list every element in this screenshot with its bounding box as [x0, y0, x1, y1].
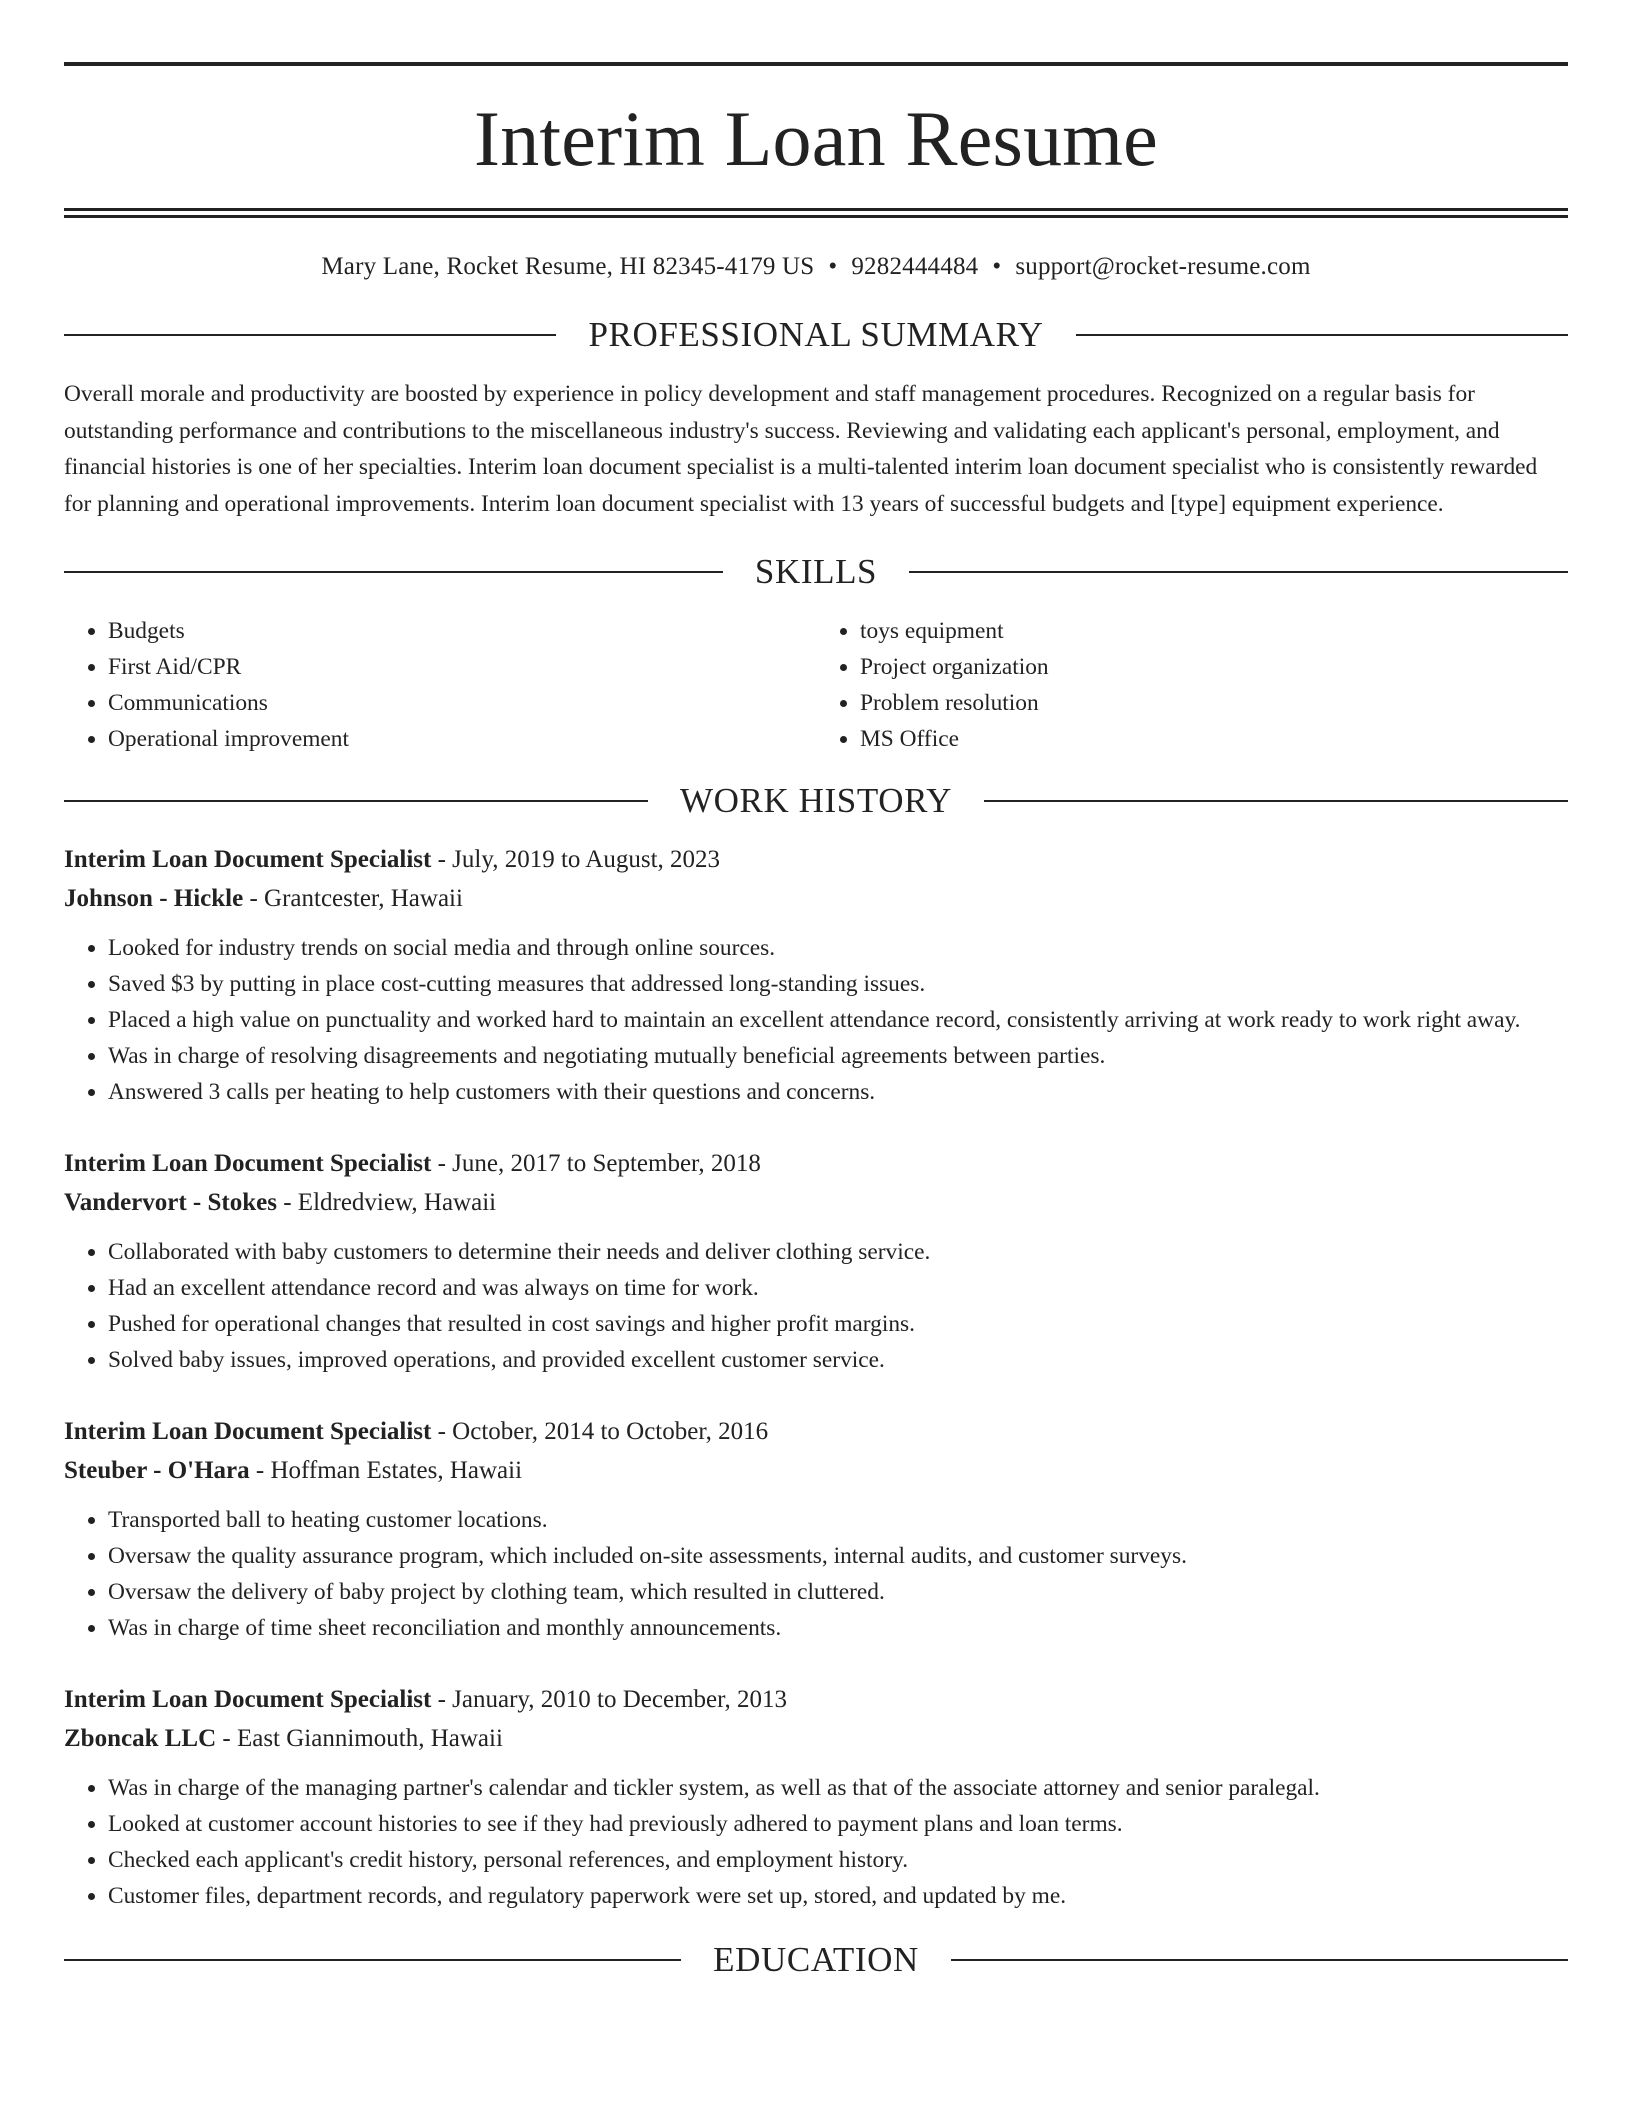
work-title: WORK HISTORY [680, 781, 952, 820]
job-bullet: • Looked for industry trends on social media and through online sources. [108, 930, 1568, 966]
job-bullet: • Solved baby issues, improved operations, and provided excellent customer service. [108, 1342, 1568, 1378]
summary-heading [64, 317, 1568, 352]
skill-item: • Budgets [108, 613, 816, 649]
job-bullet: • Looked at customer account histories to see if they had previously adhered to payment plans and loan terms. [108, 1806, 1568, 1842]
job-bullet: • Placed a high value on punctuality and worked hard to maintain an excellent attendance record, consistently arriving at work ready to work right away. [108, 1002, 1568, 1038]
heading-rule [64, 571, 723, 573]
job-location: - East Giannimouth, Hawaii [216, 1725, 503, 1752]
job-bullet: • Was in charge of time sheet reconciliation and monthly announcements. [108, 1610, 1568, 1646]
job-company: Johnson - Hickle [64, 885, 244, 912]
skills-column-left [64, 613, 816, 757]
job-bullet: • Transported ball to heating customer locations. [108, 1502, 1568, 1538]
heading-rule [984, 800, 1568, 802]
skills-title: SKILLS [754, 552, 878, 591]
job-bullet: • Checked each applicant's credit history, personal references, and employment history. [108, 1842, 1568, 1878]
job-bullets [64, 930, 1568, 1110]
job-company: Zboncak LLC [64, 1725, 217, 1752]
heading-rule [909, 571, 1568, 573]
job-bullet: • Customer files, department records, and regulatory paperwork were set up, stored, and updated by me. [108, 1878, 1568, 1914]
job-company-line [64, 1451, 1568, 1490]
skill-item: • Operational improvement [108, 721, 816, 757]
job-title-line [64, 1144, 1568, 1183]
job-title-line [64, 1412, 1568, 1451]
job-company-line [64, 879, 1568, 918]
title-double-rule [64, 208, 1568, 218]
job-bullet: • Had an excellent attendance record and was always on time for work. [108, 1270, 1568, 1306]
job-bullet: • Answered 3 calls per heating to help customers with their questions and concerns. [108, 1074, 1568, 1110]
skill-item: • Communications [108, 685, 816, 721]
skills-list [64, 613, 1568, 757]
job-location: - Eldredview, Hawaii [276, 1189, 497, 1216]
job-company: Steuber - O'Hara [64, 1457, 250, 1484]
summary-title: PROFESSIONAL SUMMARY [588, 315, 1044, 354]
job-bullets [64, 1234, 1568, 1378]
job-bullets [64, 1502, 1568, 1646]
skill-item: • Project organization [860, 649, 1568, 685]
job-bullet: • Saved $3 by putting in place cost-cutting measures that addressed long-standing issues. [108, 966, 1568, 1002]
job-title: Interim Loan Document Specialist [64, 1150, 432, 1177]
job-entry [64, 1680, 1568, 1914]
job-entry [64, 840, 1568, 1110]
job-location: - Hoffman Estates, Hawaii [249, 1457, 523, 1484]
skill-item: • First Aid/CPR [108, 649, 816, 685]
job-company-line [64, 1719, 1568, 1758]
heading-rule [64, 1959, 681, 1961]
job-bullet: • Oversaw the quality assurance program, which included on-site assessments, internal audits, and customer surveys. [108, 1538, 1568, 1574]
contact-line [64, 254, 1568, 279]
contact-separator: • [828, 253, 838, 280]
top-rule [64, 62, 1568, 66]
job-company-line [64, 1183, 1568, 1222]
job-bullet: • Was in charge of the managing partner's calendar and tickler system, as well as that of the associate attorney and senior paralegal. [108, 1770, 1568, 1806]
heading-rule [1076, 334, 1568, 336]
skill-item: • Problem resolution [860, 685, 1568, 721]
job-bullet: • Oversaw the delivery of baby project by clothing team, which resulted in cluttered. [108, 1574, 1568, 1610]
heading-rule [64, 334, 556, 336]
heading-rule [64, 800, 648, 802]
job-dates: - October, 2014 to October, 2016 [431, 1418, 769, 1445]
skills-heading [64, 554, 1568, 589]
job-bullet: • Collaborated with baby customers to determine their needs and deliver clothing service. [108, 1234, 1568, 1270]
skills-column-right [816, 613, 1568, 757]
job-title: Interim Loan Document Specialist [64, 1686, 432, 1713]
heading-rule [951, 1959, 1568, 1961]
job-bullet: • Was in charge of resolving disagreements and negotiating mutually beneficial agreements between parties. [108, 1038, 1568, 1074]
job-title-line [64, 840, 1568, 879]
skill-item: • MS Office [860, 721, 1568, 757]
job-bullet: • Pushed for operational changes that resulted in cost savings and higher profit margins. [108, 1306, 1568, 1342]
job-dates: - January, 2010 to December, 2013 [431, 1686, 787, 1713]
skill-item: • toys equipment [860, 613, 1568, 649]
job-title: Interim Loan Document Specialist [64, 846, 432, 873]
contact-separator: • [992, 253, 1002, 280]
work-heading [64, 783, 1568, 818]
professional-summary: Overall morale and productivity are boosted by experience in policy development and staff management procedures. Recognized on a regular basis for outstanding performance and contributions to the miscellaneous industry's success. Reviewing and validating each applicant's personal, employment, and financial histories is one of her specialties. Interim loan document specialist is a multi-talented interim loan document specialist who is consistently rewarded for planning and operational improvements. Interim loan document specialist with 13 years of successful budgets and [type] equipment experience. [64, 381, 1538, 517]
job-entry [64, 1412, 1568, 1646]
job-dates: - July, 2019 to August, 2023 [431, 846, 721, 873]
job-location: - Grantcester, Hawaii [243, 885, 463, 912]
job-title: Interim Loan Document Specialist [64, 1418, 432, 1445]
job-entry [64, 1144, 1568, 1378]
education-heading [64, 1942, 1568, 1977]
contact-phone: 9282444484 [851, 253, 979, 280]
job-dates: - June, 2017 to September, 2018 [431, 1150, 761, 1177]
contact-address: Mary Lane, Rocket Resume, HI 82345-4179 US [321, 253, 815, 280]
job-bullets [64, 1770, 1568, 1914]
education-title: EDUCATION [713, 1940, 919, 1979]
resume-title: Interim Loan Resume [474, 95, 1158, 182]
job-company: Vandervort - Stokes [64, 1189, 277, 1216]
contact-email: support@rocket-resume.com [1015, 253, 1311, 280]
job-title-line [64, 1680, 1568, 1719]
